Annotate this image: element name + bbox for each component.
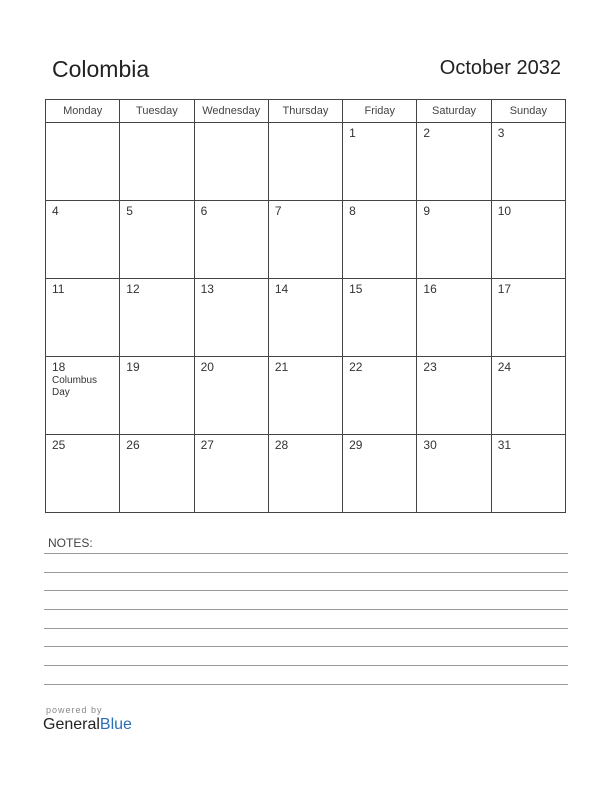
day-cell <box>343 123 417 201</box>
day-number: 22 <box>349 360 363 374</box>
day-number: 11 <box>52 282 65 296</box>
day-number: 17 <box>497 282 512 296</box>
day-cell <box>194 123 268 201</box>
day-number: 21 <box>274 360 289 374</box>
weekday-thursday: Thursday <box>268 100 342 123</box>
day-cell <box>268 201 342 279</box>
day-cell <box>343 201 417 279</box>
day-number: 19 <box>126 360 140 374</box>
week-row <box>46 357 566 435</box>
holiday-label: Columbus Day <box>52 375 98 398</box>
day-number: 25 <box>52 438 66 452</box>
generalblue-logo <box>43 716 132 734</box>
day-cell <box>491 279 565 357</box>
calendar-grid <box>45 99 566 513</box>
day-cell <box>46 435 120 513</box>
logo-blue-text: Blue <box>99 716 132 733</box>
note-line <box>44 609 568 610</box>
day-number: 2 <box>423 126 431 140</box>
day-number: 18 <box>52 360 66 374</box>
day-number: 3 <box>497 126 505 140</box>
day-cell <box>343 357 417 435</box>
day-number: 16 <box>423 282 437 296</box>
day-cell <box>417 201 491 279</box>
day-cell <box>491 201 565 279</box>
day-number: 15 <box>349 282 363 296</box>
day-cell <box>194 357 268 435</box>
week-row <box>46 201 566 279</box>
day-number <box>195 123 268 126</box>
day-number: 8 <box>349 204 356 218</box>
day-cell <box>268 435 342 513</box>
day-cell <box>491 357 565 435</box>
day-cell <box>120 123 194 201</box>
day-cell <box>491 123 565 201</box>
day-number: 12 <box>126 282 140 296</box>
day-number: 4 <box>52 204 59 218</box>
day-number: 30 <box>423 438 437 452</box>
country-title: Colombia <box>52 56 150 82</box>
day-cell <box>268 123 342 201</box>
note-line <box>44 646 568 647</box>
note-line <box>44 628 568 629</box>
day-number <box>120 123 193 126</box>
day-number: 13 <box>200 282 214 296</box>
note-line <box>44 590 568 591</box>
week-row <box>46 435 566 513</box>
day-number <box>46 123 119 126</box>
day-number: 14 <box>274 282 289 296</box>
logo-general-text: General <box>43 716 100 733</box>
day-cell <box>46 201 120 279</box>
day-number: 29 <box>349 438 363 452</box>
day-cell <box>491 435 565 513</box>
day-cell <box>120 357 194 435</box>
weekday-wednesday: Wednesday <box>194 100 268 123</box>
day-cell <box>417 435 491 513</box>
notes-label: NOTES: <box>48 536 93 550</box>
day-cell <box>268 357 342 435</box>
day-cell <box>120 201 194 279</box>
week-row <box>46 279 566 357</box>
note-line <box>44 665 568 666</box>
note-line <box>44 553 568 554</box>
powered-by-text: powered by <box>46 705 103 715</box>
day-cell <box>194 201 268 279</box>
day-cell <box>417 123 491 201</box>
note-line <box>44 572 568 573</box>
weekday-sunday: Sunday <box>491 100 565 123</box>
day-number: 1 <box>349 126 356 140</box>
day-cell <box>268 279 342 357</box>
day-cell <box>417 279 491 357</box>
month-year-title: October 2032 <box>439 57 561 79</box>
day-cell <box>417 357 491 435</box>
day-cell <box>343 279 417 357</box>
day-cell <box>120 279 194 357</box>
day-cell <box>194 279 268 357</box>
day-number: 9 <box>423 204 431 218</box>
day-number: 20 <box>200 360 214 374</box>
weekday-saturday: Saturday <box>417 100 491 123</box>
day-number: 26 <box>126 438 140 452</box>
week-row <box>46 123 566 201</box>
day-cell <box>46 279 120 357</box>
day-number <box>269 123 342 126</box>
day-cell <box>343 435 417 513</box>
day-number: 10 <box>497 204 512 218</box>
day-number: 5 <box>126 204 133 218</box>
weekday-friday: Friday <box>343 100 417 123</box>
weekday-header-row <box>46 100 566 123</box>
day-number: 27 <box>200 438 214 452</box>
day-cell <box>120 435 194 513</box>
weekday-monday: Monday <box>46 100 120 123</box>
day-cell <box>46 123 120 201</box>
day-number: 7 <box>274 204 282 218</box>
weekday-tuesday: Tuesday <box>120 100 194 123</box>
day-number: 6 <box>200 204 208 218</box>
note-line <box>44 684 568 685</box>
day-cell <box>194 435 268 513</box>
day-number: 28 <box>274 438 289 452</box>
day-number: 31 <box>497 438 512 452</box>
day-number: 23 <box>423 360 437 374</box>
day-cell <box>46 357 120 435</box>
day-number: 24 <box>497 360 512 374</box>
